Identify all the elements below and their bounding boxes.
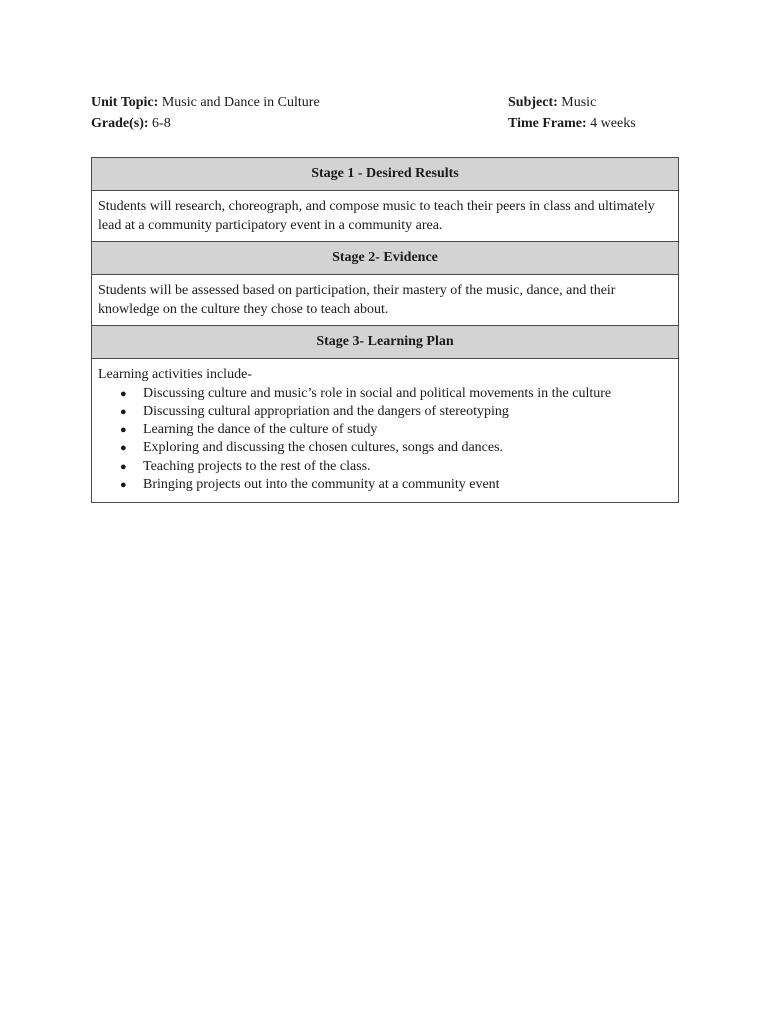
learning-activities-list xyxy=(98,385,672,495)
bullet-icon: ● xyxy=(120,442,127,455)
stage1-body: Students will research, choreograph, and compose music to teach their peers in class and ultimately lead at a community participatory event in a community area. xyxy=(92,191,678,242)
grades-label: Grade(s): xyxy=(91,116,149,131)
list-item xyxy=(120,458,672,476)
header-row-1 xyxy=(91,93,679,114)
unit-topic xyxy=(91,93,508,114)
time-frame-value: 4 weeks xyxy=(590,116,636,131)
list-item-text: Exploring and discussing the chosen cultures, songs and dances. xyxy=(143,440,504,456)
grades-value: 6-8 xyxy=(152,116,171,131)
list-item-text: Discussing cultural appropriation and the dangers of stereotyping xyxy=(143,403,509,419)
list-item-text: Bringing projects out into the community at a community event xyxy=(143,476,500,492)
unit-header xyxy=(91,93,679,135)
list-item xyxy=(120,421,672,439)
grades xyxy=(91,114,508,135)
list-item-text: Teaching projects to the rest of the class. xyxy=(143,458,371,474)
bullet-icon: ● xyxy=(120,387,127,400)
stage2-title: Stage 2- Evidence xyxy=(92,242,678,275)
bullet-icon: ● xyxy=(120,460,127,473)
list-item xyxy=(120,439,672,457)
subject xyxy=(508,93,679,114)
unit-topic-value: Music and Dance in Culture xyxy=(161,95,320,110)
list-item xyxy=(120,476,672,494)
learning-activities-intro: Learning activities include- xyxy=(98,367,252,382)
stage3-body xyxy=(92,359,678,502)
list-item-text: Learning the dance of the culture of study xyxy=(143,422,378,438)
list-item xyxy=(120,385,672,403)
bullet-icon: ● xyxy=(120,405,127,418)
bullet-icon: ● xyxy=(120,478,127,491)
list-item-text: Discussing culture and music’s role in social and political movements in the culture xyxy=(143,385,612,401)
time-frame xyxy=(508,114,679,135)
time-frame-label: Time Frame: xyxy=(508,116,587,131)
subject-value: Music xyxy=(561,95,597,110)
stage1-title: Stage 1 - Desired Results xyxy=(92,158,678,191)
stage2-body: Students will be assessed based on participation, their mastery of the music, dance, and their knowledge on the culture they chose to teach about. xyxy=(92,275,678,326)
subject-label: Subject: xyxy=(508,95,558,110)
header-row-2 xyxy=(91,114,679,135)
unit-topic-label: Unit Topic: xyxy=(91,95,159,110)
stage3-title: Stage 3- Learning Plan xyxy=(92,326,678,359)
list-item xyxy=(120,403,672,421)
stages-table xyxy=(91,157,679,503)
bullet-icon: ● xyxy=(120,424,127,437)
